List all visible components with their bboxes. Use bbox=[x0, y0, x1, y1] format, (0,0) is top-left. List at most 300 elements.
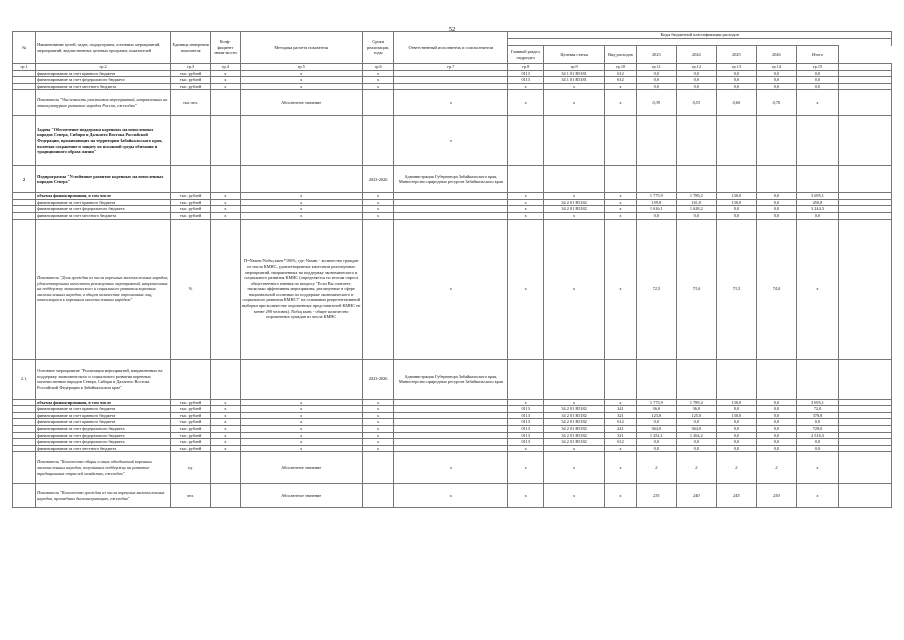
row-method: x bbox=[240, 77, 362, 84]
row-coef: x bbox=[211, 432, 241, 439]
row-razdel: x bbox=[508, 83, 544, 90]
row-vr: 612 bbox=[605, 419, 637, 426]
row-vr: x bbox=[605, 193, 637, 200]
row-responsible bbox=[394, 419, 508, 426]
indicator-total: x bbox=[796, 484, 838, 508]
row-csr: 34 2 01 R5182 bbox=[544, 412, 605, 419]
row-2025: 130,0 bbox=[716, 193, 756, 200]
indicator-name: Показатель "Количество граждан из числа коренных малочисленных народов, прошедших диспансеризацию, ежегодно" bbox=[36, 484, 171, 508]
row-label: объемы финансирования, в том числе bbox=[36, 399, 171, 406]
row-method: x bbox=[240, 439, 362, 446]
row-total: 378,8 bbox=[796, 412, 838, 419]
row-number-cell bbox=[13, 439, 36, 446]
indicator-responsible: x bbox=[394, 90, 508, 116]
indicator-2023: 2 bbox=[636, 452, 676, 484]
row-vr: x bbox=[605, 206, 637, 213]
indicator-2025: 2 bbox=[716, 452, 756, 484]
spacer-cell bbox=[839, 419, 892, 426]
indicator-csr: x bbox=[544, 484, 605, 508]
indicator-2026: 2 bbox=[756, 452, 796, 484]
row-responsible bbox=[394, 77, 508, 84]
row-2025: 0,0 bbox=[716, 425, 756, 432]
header-2026: 2026 bbox=[756, 46, 796, 64]
indicator-csr: x bbox=[544, 90, 605, 116]
row-2024: 0,0 bbox=[676, 70, 716, 77]
subprogram-name: Подпрограмма "Устойчивое развитие коренных малочисленных народов Севера" bbox=[36, 166, 171, 193]
row-label: финансирование за счет местного бюджета bbox=[36, 83, 171, 90]
main-activity-terms: 2023-2026 bbox=[362, 359, 394, 399]
row-vr: x bbox=[605, 199, 637, 206]
row-razdel: 0113 bbox=[508, 439, 544, 446]
spacer-cell bbox=[839, 432, 892, 439]
row-2024: 36,0 bbox=[676, 406, 716, 413]
row-label: финансирование за счет краевого бюджета bbox=[36, 70, 171, 77]
row-2025: 0,0 bbox=[716, 419, 756, 426]
row-razdel: x bbox=[508, 193, 544, 200]
row-csr: 34 2 01 R5182 bbox=[544, 425, 605, 432]
row-responsible bbox=[394, 432, 508, 439]
row-coef: x bbox=[211, 445, 241, 452]
row-2024: 161,0 bbox=[676, 199, 716, 206]
row-method: x bbox=[240, 199, 362, 206]
row-label: финансирование за счет краевого бюджета bbox=[36, 412, 171, 419]
row-2026: 0,0 bbox=[756, 206, 796, 213]
row-terms: x bbox=[362, 70, 394, 77]
col-num: гр.11 bbox=[636, 64, 676, 71]
header-coef: Коэф-фициент значи-мости bbox=[211, 32, 241, 64]
row-2025: 130,0 bbox=[716, 199, 756, 206]
indicator-2024: 2 bbox=[676, 452, 716, 484]
header-total: Итого bbox=[796, 46, 838, 64]
row-2024: 1 264,2 bbox=[676, 432, 716, 439]
row-label: финансирование за счет краевого бюджета bbox=[36, 406, 171, 413]
row-terms: x bbox=[362, 206, 394, 213]
indicator-unit: ед. bbox=[171, 452, 211, 484]
row-2023: 123,8 bbox=[636, 412, 676, 419]
financing-row bbox=[13, 70, 892, 77]
row-csr: 34 2 01 R5182 bbox=[544, 206, 605, 213]
row-vr: 612 bbox=[605, 70, 637, 77]
row-total: 0,0 bbox=[796, 439, 838, 446]
row-csr: 34 2 01 R5182 bbox=[544, 406, 605, 413]
row-total: 3 244,3 bbox=[796, 206, 838, 213]
block1-rows bbox=[13, 70, 892, 90]
indicator-razdel: x bbox=[508, 90, 544, 116]
row-2023: 159,8 bbox=[636, 199, 676, 206]
row-coef: x bbox=[211, 412, 241, 419]
row-responsible bbox=[394, 439, 508, 446]
page-number: 52 bbox=[448, 26, 456, 33]
row-vr: x bbox=[605, 445, 637, 452]
indicator-vr: x bbox=[605, 90, 637, 116]
indicator-2025: 245 bbox=[716, 484, 756, 508]
row-vr: 241 bbox=[605, 406, 637, 413]
row-method: x bbox=[240, 213, 362, 220]
row-2023: 0,0 bbox=[636, 213, 676, 220]
row-csr: x bbox=[544, 399, 605, 406]
row-vr: 241 bbox=[605, 425, 637, 432]
row-label: финансирование за счет федерального бюджета bbox=[36, 77, 171, 84]
row-unit: тыс. рублей bbox=[171, 199, 211, 206]
row-2023: 0,0 bbox=[636, 439, 676, 446]
row-label: объемы финансирования, в том числе bbox=[36, 193, 171, 200]
row-coef: x bbox=[211, 406, 241, 413]
indicator-2 bbox=[13, 219, 892, 399]
indicator-responsible: x bbox=[394, 484, 508, 508]
row-2024: 0,0 bbox=[676, 439, 716, 446]
row-terms: x bbox=[362, 193, 394, 200]
row-2026: 0,0 bbox=[756, 445, 796, 452]
row-razdel: 0113 bbox=[508, 419, 544, 426]
row-label: финансирование за счет федерального бюджета bbox=[36, 425, 171, 432]
row-responsible bbox=[394, 445, 508, 452]
row-razdel: 0113 bbox=[508, 70, 544, 77]
indicator-2025: 0,60 bbox=[716, 90, 756, 116]
row-total: 0,0 bbox=[796, 77, 838, 84]
spacer-cell bbox=[839, 213, 892, 220]
row-method: x bbox=[240, 206, 362, 213]
row-unit: тыс. рублей bbox=[171, 399, 211, 406]
row-terms: x bbox=[362, 425, 394, 432]
row-csr: 34 2 01 R5182 bbox=[544, 419, 605, 426]
financing-row bbox=[13, 399, 892, 406]
row-terms: x bbox=[362, 445, 394, 452]
row-number-cell bbox=[13, 432, 36, 439]
indicator-method: П=Nкмнс/Nобщ кмнс*100%, где: Nкмнс - количество граждан из числа КМНС, удовлетворенных качеством реализуемых мероприятий, направленных на поддержку экономического и социального развития КМНС (определяется по итогам опроса общественного мнения по вопросу "Если Вы считаете, насколько эффективны мероприятия, реализуемые в сфере национальной политики по поддержке экономического и социального развития КМНС?" на основании репрезентативной выборки при количестве опрошенных представителей КМНС не менее 290 человек). Nобщ кмнс - общее количество опрошенных граждан из числа КМНС bbox=[240, 219, 362, 359]
row-unit: тыс. рублей bbox=[171, 83, 211, 90]
financing-row bbox=[13, 439, 892, 446]
task-x: x bbox=[394, 116, 508, 166]
row-2025: 130,0 bbox=[716, 399, 756, 406]
row-razdel: 0113 bbox=[508, 77, 544, 84]
row-method: x bbox=[240, 70, 362, 77]
row-2023: 0,0 bbox=[636, 83, 676, 90]
spacer-cell bbox=[839, 412, 892, 419]
header-method: Методика расчета показателя bbox=[240, 32, 362, 64]
indicator-2024: 240 bbox=[676, 484, 716, 508]
header-kbk-group: Коды бюджетной классификации расходов bbox=[508, 32, 892, 39]
indicator-vr: x bbox=[605, 219, 637, 359]
indicator-unit: тыс.чел. bbox=[171, 90, 211, 116]
row-number-cell bbox=[13, 77, 36, 84]
row-responsible bbox=[394, 199, 508, 206]
row-number-cell bbox=[13, 399, 36, 406]
row-csr: x bbox=[544, 213, 605, 220]
row-method: x bbox=[240, 406, 362, 413]
spacer-cell bbox=[839, 193, 892, 200]
row-responsible bbox=[394, 406, 508, 413]
row-2023: 364,0 bbox=[636, 425, 676, 432]
row-responsible bbox=[394, 83, 508, 90]
row-responsible bbox=[394, 412, 508, 419]
row-razdel: 0113 bbox=[508, 412, 544, 419]
row-coef: x bbox=[211, 83, 241, 90]
financing-row bbox=[13, 199, 892, 206]
indicator-csr: x bbox=[544, 452, 605, 484]
row-2024: 1 789,2 bbox=[676, 399, 716, 406]
row-method: x bbox=[240, 425, 362, 432]
financing-row bbox=[13, 412, 892, 419]
indicator-csr: x bbox=[544, 219, 605, 359]
row-method: x bbox=[240, 83, 362, 90]
col-num: гр.4 bbox=[211, 64, 241, 71]
indicator-2024: 0,53 bbox=[676, 90, 716, 116]
row-coef: x bbox=[211, 193, 241, 200]
row-terms: x bbox=[362, 439, 394, 446]
col-num: гр.12 bbox=[676, 64, 716, 71]
row-label: финансирование за счет федерального бюджета bbox=[36, 206, 171, 213]
subprogram-row bbox=[13, 166, 892, 193]
header-vr: Вид расходов bbox=[605, 46, 637, 64]
row-unit: тыс. рублей bbox=[171, 432, 211, 439]
row-method: x bbox=[240, 432, 362, 439]
header-no: № bbox=[13, 32, 36, 64]
row-2026: 0,0 bbox=[756, 70, 796, 77]
row-responsible bbox=[394, 425, 508, 432]
row-2023: 1 775,9 bbox=[636, 193, 676, 200]
row-unit: тыс. рублей bbox=[171, 425, 211, 432]
row-2024: 0,0 bbox=[676, 77, 716, 84]
header-2023: 2023 bbox=[636, 46, 676, 64]
row-razdel: x bbox=[508, 445, 544, 452]
row-coef: x bbox=[211, 70, 241, 77]
indicator-2023: 0,39 bbox=[636, 90, 676, 116]
row-total: 450,8 bbox=[796, 199, 838, 206]
row-vr: 612 bbox=[605, 77, 637, 84]
financing-row bbox=[13, 193, 892, 200]
row-coef: x bbox=[211, 399, 241, 406]
row-unit: тыс. рублей bbox=[171, 77, 211, 84]
indicator-total: x bbox=[796, 452, 838, 484]
row-coef: x bbox=[211, 77, 241, 84]
row-terms: x bbox=[362, 399, 394, 406]
row-total: 0,0 bbox=[796, 213, 838, 220]
row-label: финансирование за счет местного бюджета bbox=[36, 445, 171, 452]
row-unit: тыс. рублей bbox=[171, 445, 211, 452]
row-unit: тыс. рублей bbox=[171, 70, 211, 77]
row-2024: 364,0 bbox=[676, 425, 716, 432]
row-vr: x bbox=[605, 213, 637, 220]
row-unit: тыс. рублей bbox=[171, 193, 211, 200]
row-total: 3 695,1 bbox=[796, 193, 838, 200]
financing-row bbox=[13, 445, 892, 452]
row-razdel: 0113 bbox=[508, 432, 544, 439]
row-coef: x bbox=[211, 206, 241, 213]
task-name: Задача "Обеспечение поддержки коренных малочисленных народов Севера, Сибири и Дальнего Востока Российской Федерации, проживающих на территории Забайкальского края, включая сохранение и защиту их исконной среды обитания и традиционного образа жизни" bbox=[36, 116, 171, 166]
row-responsible bbox=[394, 193, 508, 200]
row-number-cell bbox=[13, 199, 36, 206]
program-table bbox=[12, 31, 892, 508]
row-method: x bbox=[240, 412, 362, 419]
indicator-2023: 235 bbox=[636, 484, 676, 508]
row-2026: 0,0 bbox=[756, 193, 796, 200]
row-2024: 1 789,2 bbox=[676, 193, 716, 200]
row-total: 0,0 bbox=[796, 83, 838, 90]
row-2025: 0,0 bbox=[716, 439, 756, 446]
row-csr: x bbox=[544, 193, 605, 200]
row-razdel: x bbox=[508, 213, 544, 220]
spacer-cell bbox=[839, 77, 892, 84]
row-2023: 1 775,9 bbox=[636, 399, 676, 406]
row-coef: x bbox=[211, 419, 241, 426]
row-2025: 0,0 bbox=[716, 83, 756, 90]
col-num: гр.5 bbox=[240, 64, 362, 71]
spacer-cell bbox=[839, 206, 892, 213]
row-terms: x bbox=[362, 412, 394, 419]
row-total: 728,0 bbox=[796, 425, 838, 432]
row-number-cell bbox=[13, 445, 36, 452]
row-2023: 1 252,1 bbox=[636, 432, 676, 439]
row-2025: 0,0 bbox=[716, 70, 756, 77]
row-coef: x bbox=[211, 439, 241, 446]
indicator-2026: 0,70 bbox=[756, 90, 796, 116]
row-number-cell bbox=[13, 425, 36, 432]
row-2025: 0,0 bbox=[716, 406, 756, 413]
header-terms: Сроки реализации, годы bbox=[362, 32, 394, 64]
row-csr: 34 1 01 R5181 bbox=[544, 77, 605, 84]
header-unit: Единица измерения показателя bbox=[171, 32, 211, 64]
row-razdel: 0113 bbox=[508, 406, 544, 413]
program-table-wrapper bbox=[12, 31, 892, 508]
indicator-method: Абсолютное значение bbox=[240, 452, 362, 484]
row-unit: тыс. рублей bbox=[171, 412, 211, 419]
row-label: финансирование за счет краевого бюджета bbox=[36, 419, 171, 426]
row-2023: 0,0 bbox=[636, 419, 676, 426]
indicator-3-4 bbox=[13, 452, 892, 508]
financing-row bbox=[13, 83, 892, 90]
row-2024: 0,0 bbox=[676, 213, 716, 220]
row-method: x bbox=[240, 419, 362, 426]
row-terms: x bbox=[362, 419, 394, 426]
row-unit: тыс. рублей bbox=[171, 439, 211, 446]
row-terms: x bbox=[362, 406, 394, 413]
col-num: гр.2 bbox=[36, 64, 171, 71]
row-total: 0,0 bbox=[796, 70, 838, 77]
block3-rows bbox=[13, 399, 892, 452]
col-num: гр.13 bbox=[716, 64, 756, 71]
row-2026: 0,0 bbox=[756, 432, 796, 439]
row-2026: 0,0 bbox=[756, 439, 796, 446]
indicator-responsible: x bbox=[394, 219, 508, 359]
row-2023: 36,0 bbox=[636, 406, 676, 413]
indicator-total: x bbox=[796, 90, 838, 116]
main-activity-row bbox=[13, 359, 892, 399]
header-2025: 2025 bbox=[716, 46, 756, 64]
row-terms: x bbox=[362, 213, 394, 220]
col-num: гр.15 bbox=[796, 64, 838, 71]
financing-row bbox=[13, 425, 892, 432]
row-number-cell bbox=[13, 406, 36, 413]
financing-row bbox=[13, 419, 892, 426]
row-2026: 0,0 bbox=[756, 419, 796, 426]
subprogram-number: 2 bbox=[13, 166, 36, 193]
header-responsible: Ответственный исполнитель и соисполнители bbox=[394, 32, 508, 64]
indicator-unit: чел. bbox=[171, 484, 211, 508]
col-num: гр.1 bbox=[13, 64, 36, 71]
row-vr: x bbox=[605, 83, 637, 90]
row-terms: x bbox=[362, 432, 394, 439]
row-2024: 0,0 bbox=[676, 445, 716, 452]
row-vr: x bbox=[605, 399, 637, 406]
row-razdel: x bbox=[508, 206, 544, 213]
row-responsible bbox=[394, 206, 508, 213]
row-2026: 0,0 bbox=[756, 425, 796, 432]
row-2026: 0,0 bbox=[756, 77, 796, 84]
row-csr: 34 2 01 R5182 bbox=[544, 432, 605, 439]
row-2026: 0,0 bbox=[756, 83, 796, 90]
spacer-cell bbox=[839, 425, 892, 432]
header-razdel: Главный раздел, подраздел bbox=[508, 46, 544, 64]
financing-row bbox=[13, 432, 892, 439]
spacer-cell bbox=[839, 439, 892, 446]
spacer-cell bbox=[839, 70, 892, 77]
indicator-2026: 74,0 bbox=[756, 219, 796, 359]
row-total: 2 516,3 bbox=[796, 432, 838, 439]
row-2025: 0,0 bbox=[716, 445, 756, 452]
row-number-cell bbox=[13, 83, 36, 90]
row-2024: 0,0 bbox=[676, 419, 716, 426]
row-2025: 130,0 bbox=[716, 412, 756, 419]
row-coef: x bbox=[211, 213, 241, 220]
row-number-cell bbox=[13, 206, 36, 213]
row-total: 0,0 bbox=[796, 419, 838, 426]
row-csr: 34 2 01 R5182 bbox=[544, 439, 605, 446]
row-label: финансирование за счет местного бюджета bbox=[36, 213, 171, 220]
row-total: 72,0 bbox=[796, 406, 838, 413]
financing-row bbox=[13, 406, 892, 413]
row-2026: 0,0 bbox=[756, 406, 796, 413]
row-2026: 0,0 bbox=[756, 199, 796, 206]
col-num: гр.14 bbox=[756, 64, 796, 71]
main-activity-responsible: Администрация Губернатора Забайкальского края, Министерство природных ресурсов Забайкальского края bbox=[394, 359, 508, 399]
col-num: гр.10 bbox=[605, 64, 637, 71]
row-2023: 0,0 bbox=[636, 77, 676, 84]
indicator-method: Абсолютное значение bbox=[240, 90, 362, 116]
row-label: финансирование за счет федерального бюджета bbox=[36, 439, 171, 446]
row-method: x bbox=[240, 445, 362, 452]
indicator-method: Абсолютное значение bbox=[240, 484, 362, 508]
spacer-cell bbox=[839, 399, 892, 406]
col-num: гр.7 bbox=[394, 64, 508, 71]
row-2025: 0,0 bbox=[716, 432, 756, 439]
row-total: 0,0 bbox=[796, 445, 838, 452]
indicator-name: Показатель "Доля граждан из числа коренных малочисленных народов, удовлетворенных качеством реализуемых мероприятий, направленных на поддержку экономического и социального развития коренных малочисленных народов, в общем количестве опрошенных лиц, относящихся к коренным малочисленным народам" bbox=[36, 219, 171, 359]
row-terms: x bbox=[362, 77, 394, 84]
block2-rows bbox=[13, 193, 892, 219]
row-2025: 0,0 bbox=[716, 213, 756, 220]
indicator-razdel: x bbox=[508, 452, 544, 484]
row-vr: 321 bbox=[605, 412, 637, 419]
row-responsible bbox=[394, 213, 508, 220]
row-responsible bbox=[394, 70, 508, 77]
col-num: гр.6 bbox=[362, 64, 394, 71]
indicator-responsible: x bbox=[394, 452, 508, 484]
row-2023: 0,0 bbox=[636, 445, 676, 452]
row-unit: тыс. рублей bbox=[171, 406, 211, 413]
financing-row bbox=[13, 77, 892, 84]
row-razdel: x bbox=[508, 199, 544, 206]
row-csr: 34 1 01 R5181 bbox=[544, 70, 605, 77]
row-responsible bbox=[394, 399, 508, 406]
row-number-cell bbox=[13, 419, 36, 426]
indicator-1 bbox=[13, 90, 892, 193]
indicator-total: x bbox=[796, 219, 838, 359]
indicator-unit: % bbox=[171, 219, 211, 359]
row-coef: x bbox=[211, 425, 241, 432]
header-name: Наименование целей, задач, подпрограмм, основных мероприятий, мероприятий, ведомственных целевых программ, показателей bbox=[36, 32, 171, 64]
indicator-name: Показатель "Численность участников мероприятий, направленных на этнокультурное развитие народов России, ежегодно" bbox=[36, 90, 171, 116]
row-2025: 0,0 bbox=[716, 206, 756, 213]
